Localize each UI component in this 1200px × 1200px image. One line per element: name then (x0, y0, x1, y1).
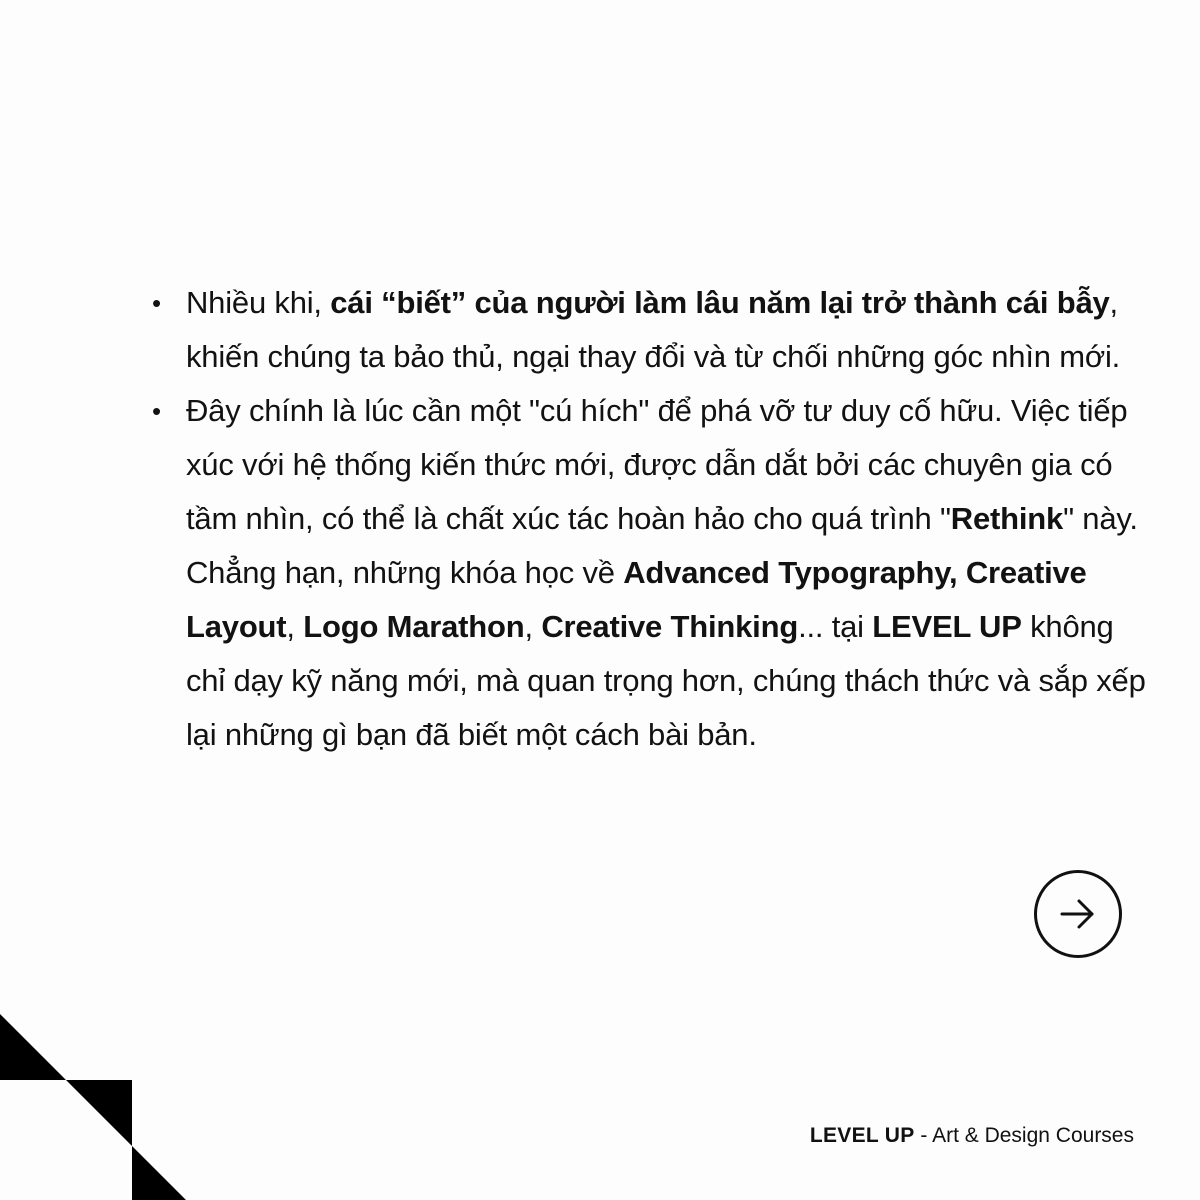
bold-text: Logo Marathon (303, 609, 525, 644)
body-text: không chỉ dạy kỹ năng mới, mà quan trọng hơn, chúng thách thức và sắp xếp lại những gì bạn đã biết một cách bài bản. (186, 609, 1146, 752)
body-text: " này. Chẳng hạn, những khóa học về (186, 501, 1138, 590)
footer-credit (810, 1124, 1134, 1148)
body-text: , khiến chúng ta bảo thủ, ngại thay đổi và từ chối những góc nhìn mới. (186, 285, 1121, 374)
corner-triangle-2 (66, 1080, 132, 1146)
bold-text: Creative Thinking (541, 609, 799, 644)
bullet-item (150, 276, 1150, 384)
bold-text: Rethink (950, 501, 1064, 536)
bullet-dot: • (152, 288, 161, 318)
arrow-right-icon (1055, 891, 1101, 937)
footer-tagline: - Art & Design Courses (914, 1124, 1134, 1147)
bullet-list (150, 276, 1150, 762)
corner-triangle-1 (0, 1014, 66, 1080)
bullet-item (150, 384, 1150, 762)
body-text: , (524, 609, 542, 644)
bold-text: LEVEL UP (872, 609, 1022, 644)
corner-triangle-3 (132, 1146, 186, 1200)
body-text: Nhiều khi, (186, 285, 331, 320)
bold-text: cái “biết” của người làm lâu năm lại trở thành cái bẫy (330, 285, 1110, 320)
body-text: Đây chính là lúc cần một "cú hích" để phá vỡ tư duy cố hữu. Việc tiếp xúc với hệ thống kiến thức mới, được dẫn dắt bởi các chuyên gia có tầm nhìn, có thể là chất xúc tác hoàn hảo cho quá trình " (186, 393, 1128, 536)
next-slide-button[interactable] (1034, 870, 1122, 958)
body-text: , (286, 609, 304, 644)
corner-triangles-decoration (0, 1014, 190, 1200)
bold-text: Advanced Typography, Creative Layout (186, 555, 1087, 644)
footer-brand: LEVEL UP (809, 1124, 915, 1147)
body-text: ... tại (798, 609, 873, 644)
body-content (150, 276, 1150, 762)
bullet-dot: • (152, 396, 161, 426)
